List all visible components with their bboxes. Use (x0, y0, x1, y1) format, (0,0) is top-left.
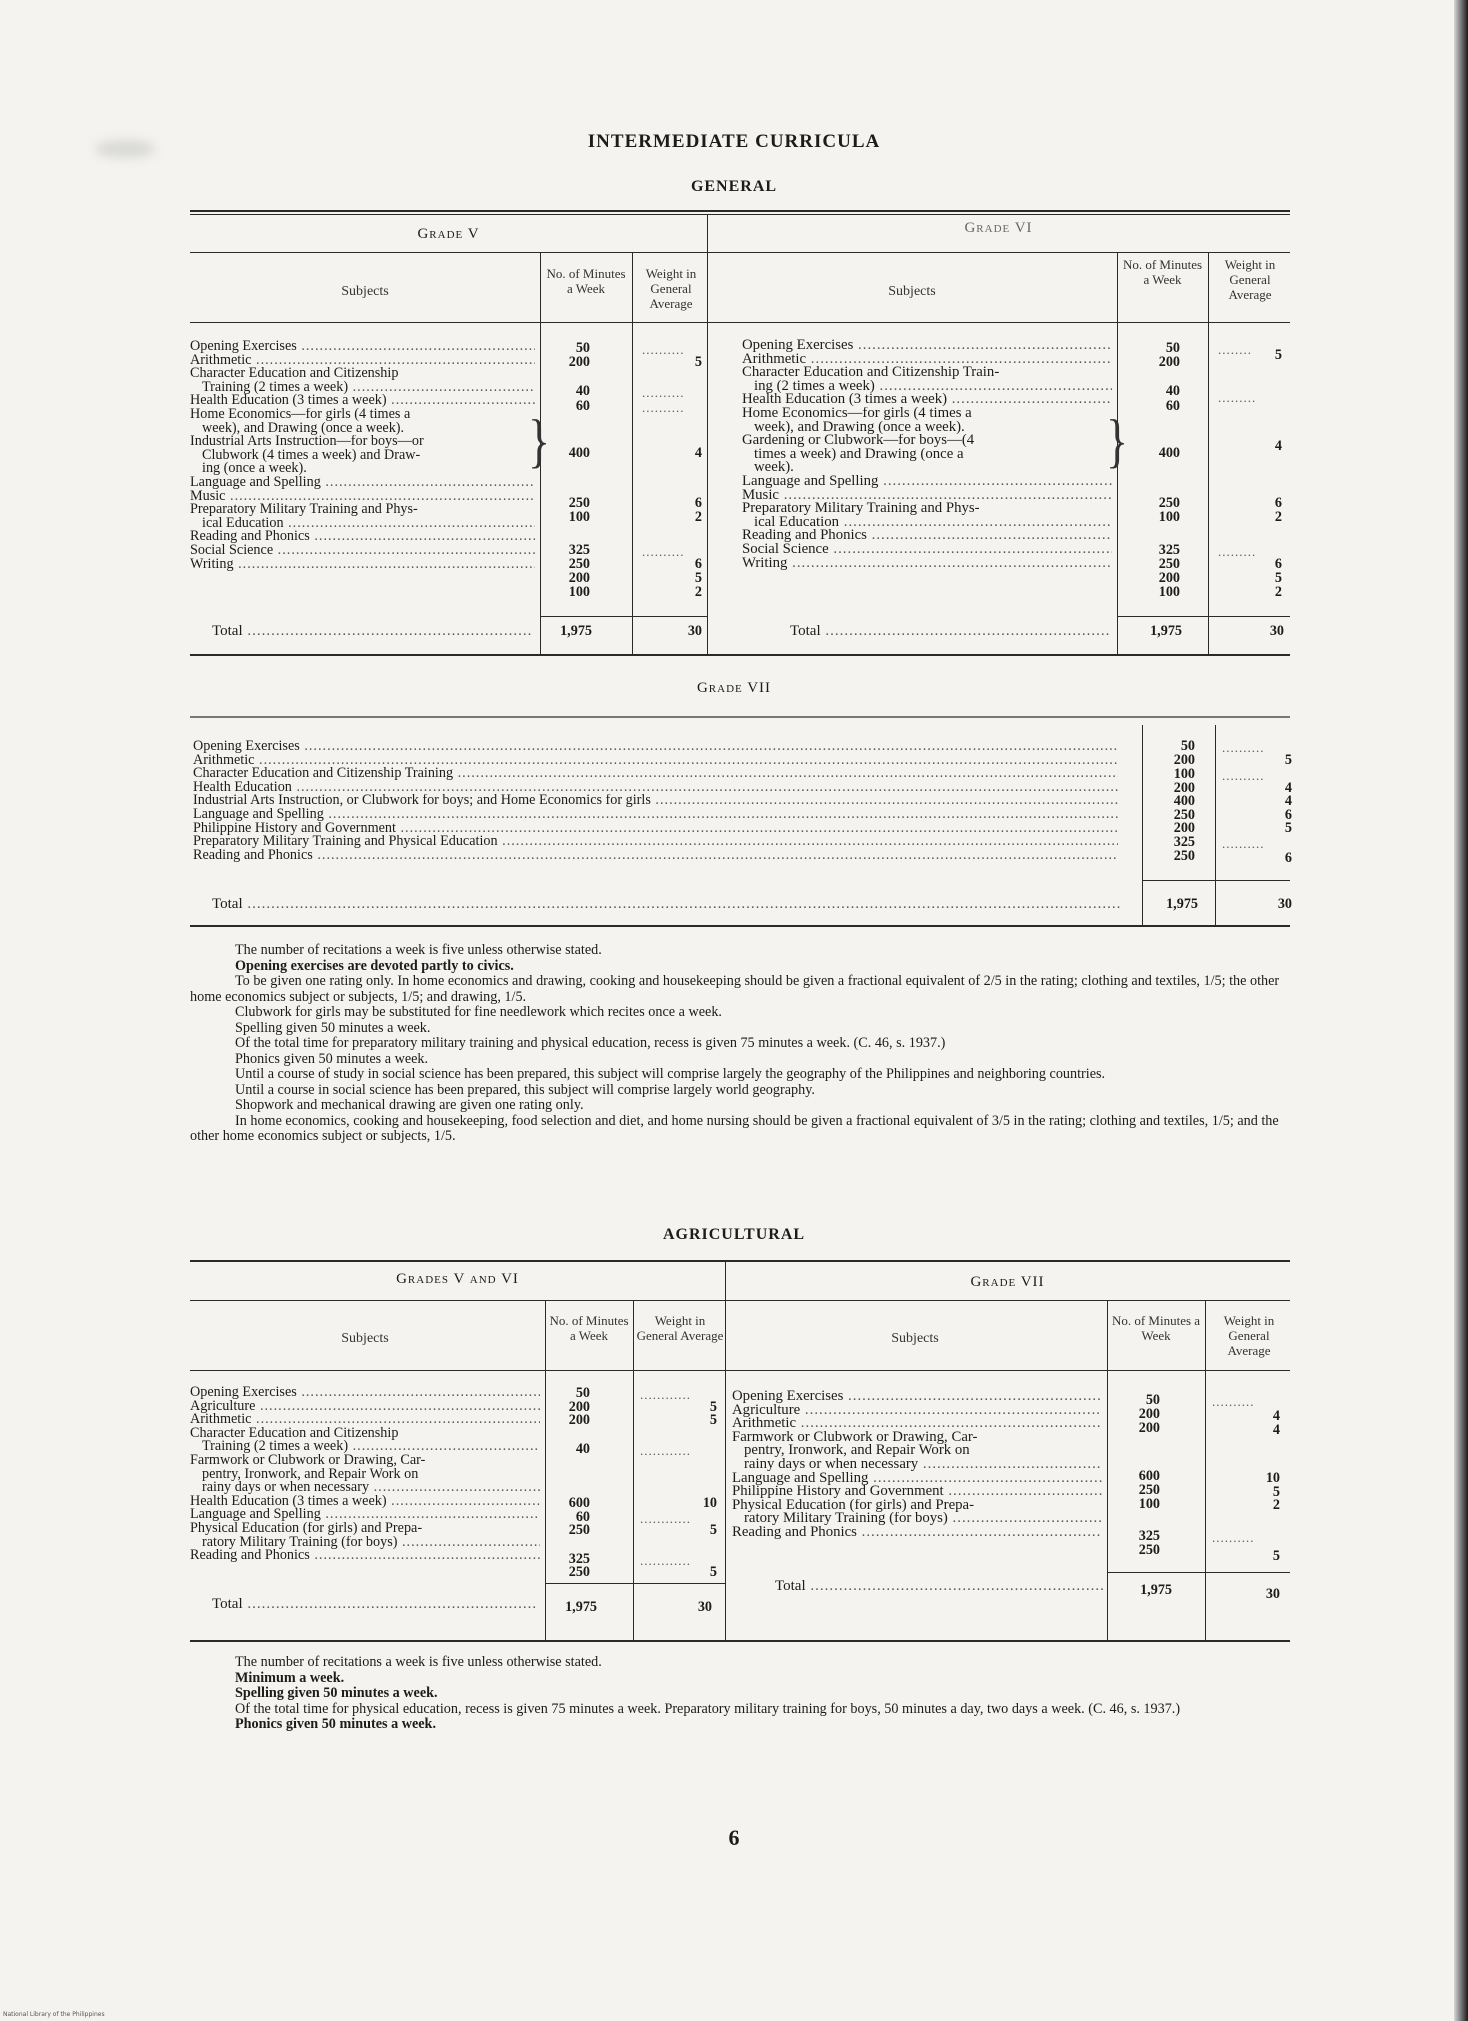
minutes-cell: 100 (1173, 766, 1195, 782)
empty-weight: .......... (642, 400, 685, 415)
grade-vii-total-row (212, 898, 1122, 912)
subject-row: Physical Education (for girls) and Prepa- (732, 1498, 975, 1513)
grade-vii-top-rule (190, 716, 1290, 718)
weight-cell: 2 (694, 509, 702, 525)
weight-cell: 5 (1274, 570, 1282, 586)
subject-row: Home Economics—for girls (4 times a (742, 406, 972, 421)
footnote: The number of recitations a week is five unless otherwise stated. (235, 942, 602, 958)
weight-cell: 5 (694, 570, 702, 586)
weight-cell: 4 (1284, 780, 1292, 796)
minutes-cell: 200 (1173, 820, 1195, 836)
subject-row: pentry, Ironwork, and Repair Work on (744, 1444, 970, 1458)
minutes-cell: 600 (568, 1495, 590, 1511)
grade-v-subject-list (190, 340, 535, 571)
empty-weight: .......... (642, 385, 685, 400)
ag-v-vi-subjects-header: Subjects (341, 1331, 389, 1346)
subject-row: Philippine History and Government ..... (193, 822, 1118, 836)
minutes-cell: 250 (568, 556, 590, 572)
minutes-cell: 50 (1165, 340, 1180, 356)
col-divider (632, 252, 633, 654)
header-rule (190, 252, 1290, 253)
subject-row: Social Science ..... (190, 544, 535, 558)
minutes-cell: 250 (1173, 807, 1195, 823)
empty-weight: ............ (640, 1553, 691, 1568)
total-rule (1117, 616, 1290, 617)
minutes-cell: 250 (568, 1522, 590, 1538)
subject-row: Farmwork or Clubwork or Drawing, Car- (732, 1430, 978, 1445)
subject-row: Social Science ..... (742, 543, 1112, 557)
minutes-cell: 200 (1138, 1406, 1160, 1422)
minutes-cell: 200 (1158, 570, 1180, 586)
col-divider (1142, 725, 1143, 925)
subject-row: Music ..... (742, 489, 1112, 503)
minutes-cell: 200 (1158, 354, 1180, 370)
subject-row: Character Education and Citizenship Training ..... (193, 767, 1118, 781)
weight-cell: 6 (1274, 495, 1282, 511)
subject-row: Philippine History and Government ..... (732, 1485, 1102, 1499)
subject-row: Character Education and Citizenship (190, 1426, 399, 1441)
minutes-cell: 400 (1158, 445, 1180, 461)
subject-row: Health Education (3 times a week) ..... (190, 394, 535, 408)
subject-row: rainy days or when necessary ..... (202, 1481, 540, 1495)
minutes-cell: 60 (575, 398, 590, 414)
minutes-cell: 325 (1158, 542, 1180, 558)
minutes-cell: 400 (1173, 793, 1195, 809)
subject-row: Opening Exercises ..... (742, 339, 1112, 353)
minutes-cell: 325 (568, 1551, 590, 1567)
subject-row: Music ..... (190, 490, 535, 504)
minutes-cell: 250 (1138, 1542, 1160, 1558)
grade-v-minutes-header: No. of Minutes a Week (546, 266, 626, 296)
grouping-brace: } (1106, 407, 1129, 474)
subject-row: Clubwork (4 times a week) and Draw- (202, 448, 421, 463)
minutes-cell: 200 (568, 570, 590, 586)
library-imprint: National Library of the Philippines (3, 2011, 105, 2018)
subject-row: rainy days or when necessary ..... (744, 1458, 1102, 1472)
subject-row: Farmwork or Clubwork or Drawing, Car- (190, 1453, 426, 1468)
subject-row: ical Education ..... (202, 517, 535, 531)
weight-cell: 2 (1272, 1497, 1280, 1513)
subject-row: week), and Drawing (once a week). (202, 421, 405, 436)
subject-row: Writing ..... (742, 557, 1112, 571)
minutes-cell: 40 (1165, 383, 1180, 399)
page-number: 6 (728, 1825, 740, 1850)
footnote: The number of recitations a week is five unless otherwise stated. (235, 1654, 602, 1670)
ag-vii-subjects-header: Subjects (891, 1331, 939, 1346)
minutes-cell: 100 (1138, 1496, 1160, 1512)
col-divider (1208, 252, 1209, 654)
grade-divider (707, 214, 708, 654)
subject-row: Language and Spelling ..... (742, 475, 1112, 489)
minutes-cell: 250 (568, 1564, 590, 1580)
minutes-cell: 200 (568, 1399, 590, 1415)
grade-v-label: Grade V (417, 226, 480, 242)
footnote: Phonics given 50 minutes a week. (235, 1716, 436, 1732)
weight-cell: 6 (1274, 556, 1282, 572)
ag-bottom-rule (190, 1640, 1290, 1642)
empty-weight: ......... (1218, 390, 1257, 405)
subject-row: Reading and Phonics ..... (732, 1526, 1102, 1540)
footnote: Clubwork for girls may be substituted for fine needlework which recites once a week. (235, 1004, 722, 1020)
subject-row: Character Education and Citizenship (190, 367, 399, 381)
ag-grades-v-vi-label: Grades V and VI (396, 1271, 519, 1287)
minutes-cell: 50 (575, 340, 590, 356)
subject-row: Language and Spelling ..... (190, 1508, 540, 1522)
col-divider (1205, 1300, 1206, 1640)
grouping-brace: } (528, 407, 551, 474)
col-divider (633, 1300, 634, 1640)
footnote: In home economics, cooking and housekeeping, food selection and diet, and home nursing should be given a fractional equivalent of 3/5 in the rating; clothing and textiles, 1/5; and the other home economics subject or subjects, 1/5. (190, 1112, 1279, 1144)
grade-vi-label: Grade VI (964, 220, 1033, 236)
empty-weight: ........ (1218, 342, 1252, 357)
subject-row: Character Education and Citizenship Train- (742, 366, 1000, 380)
subject-row: Arithmetic ..... (193, 754, 1118, 768)
subject-row: Arithmetic ..... (190, 354, 535, 368)
subject-row: Health Education ..... (193, 781, 1118, 795)
weight-cell: 6 (1284, 850, 1292, 866)
subject-row: ratory Military Training (for boys) ..... (744, 1512, 1102, 1526)
minutes-cell: 50 (575, 1385, 590, 1401)
total-minutes: 1,975 (1150, 623, 1182, 639)
weight-cell: 5 (1272, 1548, 1280, 1564)
minutes-cell: 200 (568, 354, 590, 370)
minutes-cell: 250 (1158, 556, 1180, 572)
subject-row: Writing ..... (190, 558, 535, 572)
weight-cell: 5 (1272, 1484, 1280, 1500)
weight-cell: 4 (1272, 1422, 1280, 1438)
footnote: Of the total time for preparatory military training and physical education, recess is given 75 minutes a week. (C. 46, s. 1937.) (235, 1035, 946, 1051)
agricultural-heading: AGRICULTURAL (662, 1226, 806, 1243)
minutes-cell: 60 (575, 1509, 590, 1525)
minutes-cell: 100 (568, 509, 590, 525)
subject-row: Physical Education (for girls) and Prepa- (190, 1521, 423, 1536)
empty-weight: .......... (1222, 836, 1265, 851)
footnote: Until a course in social science has been prepared, this subject will comprise largely world geography. (235, 1081, 815, 1098)
subject-row: Language and Spelling ..... (190, 476, 535, 490)
grade-vi-minutes-header: No. of Minutes a Week (1122, 257, 1203, 287)
minutes-cell: 100 (1158, 509, 1180, 525)
table-bottom-rule (190, 654, 1290, 656)
footnote: Spelling given 50 minutes a week. (235, 1685, 438, 1701)
total-minutes: 1,975 (565, 1599, 597, 1615)
grade-vi-total-row (790, 625, 1110, 639)
col-divider (1107, 1300, 1108, 1640)
subject-row: Opening Exercises ..... (732, 1390, 1102, 1404)
subject-row: Preparatory Military Training and Phys- (190, 503, 418, 517)
subject-row: Training (2 times a week) ..... (202, 1440, 540, 1454)
col-divider (545, 1300, 546, 1640)
total-label: Total ..... (775, 1580, 1103, 1594)
grade-divider (725, 1262, 726, 1640)
total-rule (545, 1583, 725, 1584)
weight-cell: 5 (1274, 347, 1282, 363)
minutes-cell: 250 (1138, 1482, 1160, 1498)
weight-cell: 2 (1274, 509, 1282, 525)
grade-vii-bottom-rule (190, 925, 1290, 927)
grade-vi-subjects-header: Subjects (888, 284, 936, 299)
total-rule (1107, 1572, 1290, 1573)
total-rule (540, 616, 707, 617)
page-subtitle: GENERAL (690, 178, 778, 195)
empty-weight: ......... (1218, 544, 1257, 559)
total-minutes: 1,975 (560, 623, 592, 639)
weight-cell: 2 (694, 584, 702, 600)
weight-cell: 4 (1274, 438, 1282, 454)
subject-row: Language and Spelling ..... (732, 1472, 1102, 1486)
ag-vii-total-row (775, 1580, 1103, 1594)
subject-row: Reading and Phonics ..... (193, 849, 1118, 863)
footnote: Spelling given 50 minutes a week. (235, 1019, 431, 1036)
grade-vi-weight-header: Weight in General Average (1224, 257, 1276, 302)
minutes-cell: 600 (1138, 1468, 1160, 1484)
total-minutes: 1,975 (1140, 1582, 1172, 1598)
grade-v-total-row (212, 625, 532, 639)
footnote: Phonics given 50 minutes a week. (235, 1050, 429, 1067)
subject-row: ratory Military Training (for boys) ..... (202, 1536, 540, 1550)
minutes-cell: 50 (1145, 1392, 1160, 1408)
ag-vii-subject-list (732, 1390, 1102, 1540)
weight-cell: 5 (709, 1522, 717, 1538)
ag-v-vi-total-row (212, 1598, 537, 1612)
weight-cell: 6 (694, 556, 702, 572)
minutes-cell: 325 (1138, 1528, 1160, 1544)
minutes-cell: 40 (575, 383, 590, 399)
weight-cell: 5 (709, 1564, 717, 1580)
subject-row: Health Education (3 times a week) ..... (190, 1495, 540, 1509)
col-divider (1215, 725, 1216, 925)
subject-row: Reading and Phonics ..... (742, 529, 1112, 543)
subject-row: Health Education (3 times a week) ..... (742, 393, 1112, 407)
header-rule (190, 1300, 1290, 1301)
ag-v-vi-weight-header: Weight in General Average (636, 1313, 724, 1343)
minutes-cell: 250 (1173, 848, 1195, 864)
subject-row: Reading and Phonics ..... (190, 1549, 540, 1563)
page-edge-shadow (1454, 0, 1468, 2021)
subject-row: pentry, Ironwork, and Repair Work on (202, 1467, 419, 1482)
weight-cell: 10 (1265, 1470, 1280, 1486)
footnote: Opening exercises are devoted partly to civics. (235, 957, 514, 974)
ag-vii-minutes-header: No. of Minutes a Week (1111, 1313, 1201, 1343)
subject-row: Agriculture ..... (732, 1404, 1102, 1418)
subject-row: Gardening or Clubwork—for boys—(4 (742, 434, 975, 448)
subject-row: Industrial Arts Instruction—for boys—or (190, 435, 424, 449)
grade-v-subjects-header: Subjects (341, 284, 389, 299)
subject-row: week), and Drawing (once a week). (754, 420, 965, 435)
subject-row: Training (2 times a week) ..... (202, 381, 535, 395)
minutes-cell: 100 (568, 584, 590, 600)
subject-row: Preparatory Military Training and Physical Education ..... (193, 835, 1118, 849)
agricultural-footnotes (190, 1655, 1290, 1733)
footnote: Of the total time for physical education, recess is given 75 minutes a week. Preparatory military training for boys, 50 minutes a day, two days a week. (C. 46, s. 1937.) (235, 1700, 1181, 1717)
subject-row: Language and Spelling ..... (193, 808, 1118, 822)
empty-weight: ............ (640, 1511, 691, 1526)
total-minutes: 1,975 (1166, 896, 1198, 912)
minutes-cell: 60 (1165, 398, 1180, 414)
weight-cell: 4 (1272, 1408, 1280, 1424)
empty-weight: .......... (642, 342, 685, 357)
subject-row: Agriculture ..... (190, 1400, 540, 1414)
subject-row: Industrial Arts Instruction, or Clubwork for boys; and Home Economics for girls ..... (193, 794, 1118, 808)
empty-weight: ............ (640, 1443, 691, 1458)
header-bottom-rule (190, 1370, 1290, 1371)
weight-cell: 4 (694, 445, 702, 461)
ag-vii-weight-header: Weight in General Average (1223, 1313, 1275, 1358)
total-label: Total ..... (212, 898, 1122, 912)
empty-weight: .......... (642, 544, 685, 559)
subject-row: ing (2 times a week) ..... (754, 380, 1112, 394)
total-label: Total ..... (212, 625, 532, 639)
weight-cell: 10 (702, 1495, 717, 1511)
minutes-cell: 250 (568, 495, 590, 511)
total-weight: 30 (697, 1599, 712, 1615)
minutes-cell: 200 (568, 1412, 590, 1428)
grade-vi-subject-list (742, 339, 1112, 570)
total-label: Total ..... (212, 1598, 537, 1612)
weight-cell: 5 (1284, 820, 1292, 836)
empty-weight: .......... (1212, 1530, 1255, 1545)
subject-row: Opening Exercises ..... (193, 740, 1118, 754)
total-weight: 30 (687, 623, 702, 639)
minutes-cell: 200 (1173, 780, 1195, 796)
weight-cell: 2 (1274, 584, 1282, 600)
subject-row: Preparatory Military Training and Phys- (742, 502, 980, 516)
subject-row: Arithmetic ..... (190, 1413, 540, 1427)
empty-weight: .......... (1222, 740, 1265, 755)
minutes-cell: 325 (568, 542, 590, 558)
minutes-cell: 200 (1173, 752, 1195, 768)
minutes-cell: 50 (1180, 738, 1195, 754)
subject-row: Arithmetic ..... (732, 1417, 1102, 1431)
empty-weight: ............ (640, 1387, 691, 1402)
minutes-cell: 100 (1158, 584, 1180, 600)
weight-cell: 5 (709, 1399, 717, 1415)
minutes-cell: 40 (575, 1441, 590, 1457)
weight-cell: 4 (1284, 793, 1292, 809)
header-bottom-rule (190, 322, 1290, 323)
table-top-rule (190, 210, 1290, 212)
subject-row: Arithmetic ..... (742, 353, 1112, 367)
ag-grade-vii-label: Grade VII (970, 1274, 1045, 1290)
empty-weight: .......... (1212, 1394, 1255, 1409)
total-weight: 30 (1269, 623, 1284, 639)
footnote: Minimum a week. (235, 1669, 345, 1686)
footnote: To be given one rating only. In home economics and drawing, cooking and housekeeping should be given a fractional equivalent of 2/5 in the rating; clothing and textiles, 1/5; the other home economics subject or subjects, 1/5; and drawing, 1/5. (190, 973, 1280, 1005)
weight-cell: 6 (694, 495, 702, 511)
weight-cell: 5 (1284, 752, 1292, 768)
minutes-cell: 200 (1138, 1420, 1160, 1436)
table-top-rule-thin (190, 214, 1290, 215)
ag-v-vi-subject-list (190, 1386, 540, 1563)
weight-cell: 6 (1284, 807, 1292, 823)
subject-row: Opening Exercises ..... (190, 1386, 540, 1400)
grade-v-weight-header: Weight in General Average (645, 266, 697, 311)
subject-row: ing (once a week). (202, 462, 307, 476)
page-title: INTERMEDIATE CURRICULA (587, 131, 881, 152)
ag-v-vi-minutes-header: No. of Minutes a Week (549, 1313, 629, 1343)
subject-row: Opening Exercises ..... (190, 340, 535, 354)
total-label: Total ..... (790, 625, 1110, 639)
subject-row: ical Education ..... (754, 516, 1112, 530)
grade-vii-subject-list (193, 740, 1118, 862)
ag-top-rule (190, 1260, 1290, 1262)
subject-row: times a week) and Drawing (once a (754, 447, 964, 462)
empty-weight: .......... (1222, 768, 1265, 783)
minutes-cell: 325 (1173, 834, 1195, 850)
minutes-cell: 250 (1158, 495, 1180, 511)
grade-vii-label: Grade VII (696, 680, 772, 696)
total-weight: 30 (1265, 1586, 1280, 1602)
footnote: Until a course of study in social science has been prepared, this subject will comprise largely the geography of the Philippines and neighboring countries. (235, 1066, 1106, 1082)
subject-row: week). (754, 461, 794, 475)
subject-row: Home Economics—for girls (4 times a (190, 407, 411, 422)
subject-row: Reading and Phonics ..... (190, 530, 535, 544)
weight-cell: 5 (709, 1412, 717, 1428)
general-footnotes (190, 943, 1290, 1145)
footnote: Shopwork and mechanical drawing are given one rating only. (235, 1097, 584, 1113)
total-weight: 30 (1277, 896, 1292, 912)
weight-cell: 5 (694, 354, 702, 370)
total-rule (1142, 880, 1290, 881)
minutes-cell: 400 (568, 445, 590, 461)
